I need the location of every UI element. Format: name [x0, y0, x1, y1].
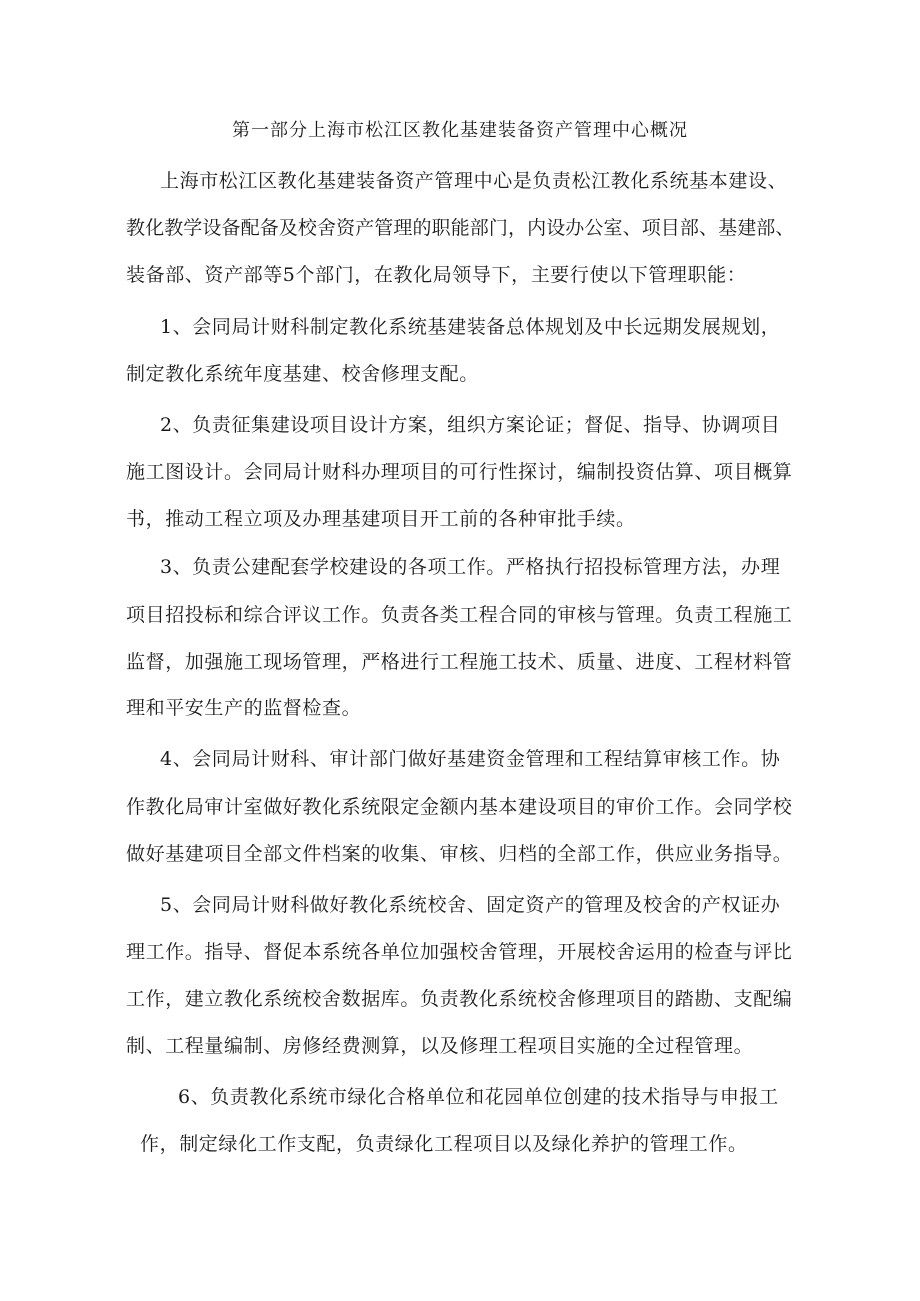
paragraph-line: 作教化局审计室做好教化系统限定金额内基本建设项目的审价工作。会同学校 — [126, 796, 793, 818]
paragraph-line: 1、会同局计财科制定教化系统基建装备总体规划及中长远期发展规划， — [160, 316, 781, 338]
paragraph-line: 6、负责教化系统市绿化合格单位和花园单位创建的技术指导与申报工 — [178, 1086, 779, 1108]
paragraph-line: 监督，加强施工现场管理，严格进行工程施工技术、质量、进度、工程材料管 — [126, 651, 793, 673]
intro-line: 上海市松江区教化基建装备资产管理中心是负责松江教化系统基本建设、 — [160, 170, 788, 192]
paragraph-line: 项目招投标和综合评议工作。负责各类工程合同的审核与管理。负责工程施工 — [126, 604, 793, 626]
paragraph-line: 做好基建项目全部文件档案的收集、审核、归档的全部工作，供应业务指导。 — [126, 843, 793, 865]
paragraph-line: 3、负责公建配套学校建设的各项工作。严格执行招投标管理方法，办理 — [160, 556, 781, 578]
paragraph-line: 施工图设计。会同局计财科办理项目的可行性探讨，编制投资估算、项目概算 — [126, 461, 793, 483]
paragraph-line: 作，制定绿化工作支配，负责绿化工程项目以及绿化养护的管理工作。 — [140, 1133, 748, 1155]
intro-line: 教化教学设备配备及校舍资产管理的职能部门，内设办公室、项目部、基建部、 — [126, 217, 795, 239]
paragraph-line: 理工作。指导、督促本系统各单位加强校舍管理，开展校舍运用的检查与评比 — [126, 941, 793, 963]
paragraph-line: 工作，建立教化系统校舍数据库。负责教化系统校舍修理项目的踏勘、支配编 — [126, 988, 793, 1010]
paragraph-line: 制定教化系统年度基建、校舍修理支配。 — [126, 363, 479, 385]
document-title: 第一部分上海市松江区教化基建装备资产管理中心概况 — [232, 120, 688, 141]
paragraph-line: 理和平安生产的监督检查。 — [126, 697, 362, 719]
paragraph-line: 2、负责征集建设项目设计方案，组织方案论证；督促、指导、协调项目 — [160, 414, 781, 436]
paragraph-line: 制、工程量编制、房修经费测算，以及修理工程项目实施的全过程管理。 — [126, 1035, 754, 1057]
paragraph-line: 4、会同局计财科、审计部门做好基建资金管理和工程结算审核工作。协 — [160, 748, 781, 770]
paragraph-line: 书，推动工程立项及办理基建项目开工前的各种审批手续。 — [126, 508, 636, 530]
intro-line: 装备部、资产部等5个部门，在教化局领导下，主要行使以下管理职能： — [126, 264, 747, 286]
paragraph-line: 5、会同局计财科做好教化系统校舍、固定资产的管理及校舍的产权证办 — [160, 894, 781, 916]
